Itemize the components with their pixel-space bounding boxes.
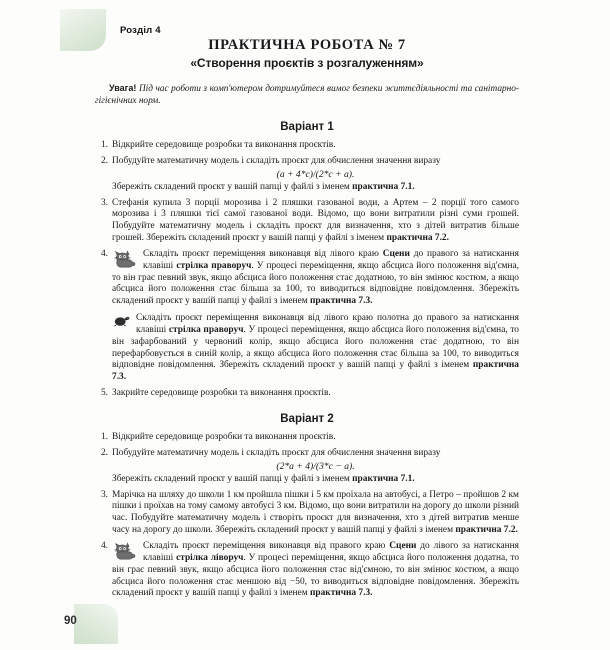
task-number: 1. bbox=[100, 139, 108, 150]
variant-1-closing-list bbox=[95, 388, 519, 400]
task-item bbox=[95, 140, 519, 152]
variant-2-heading: Варіант 2 bbox=[280, 413, 334, 426]
task-number: 4. bbox=[100, 541, 108, 551]
task-save-text: Збережіть складений проєкт у вашій папці у файлі з іменем bbox=[112, 473, 353, 484]
task-number: 3. bbox=[100, 197, 108, 208]
safety-notice bbox=[95, 83, 519, 108]
task-term-stage: Сцени bbox=[382, 248, 410, 259]
task-text: Побудуйте математичну модель і складіть проєкт для обчислення значення виразу bbox=[112, 447, 441, 458]
task-item bbox=[95, 448, 519, 486]
task-item bbox=[95, 198, 519, 245]
task-item bbox=[95, 388, 519, 400]
task-term-stage: Сцени bbox=[389, 541, 417, 551]
task-item bbox=[95, 490, 519, 537]
task-file-name: практична 7.3. bbox=[310, 588, 373, 599]
folio-decoration bbox=[74, 604, 118, 644]
task-number: 2. bbox=[100, 155, 108, 166]
task-number: 4. bbox=[100, 248, 108, 259]
task-number: 5. bbox=[100, 388, 108, 399]
task-text: Марічка на шляху до школи 1 км пройшла пішки і 5 км проїхала на автобусі, а Петро – пройшов 2 км пішки і проїхав на тому самому автобусі 3 км. Відомо, що вони витратили на дорогу до школи різний час. Побудуйте математичну модель і створіть проєкт для визначення, хто з дітей витратив менше часу на дорогу до школи. Збережіть складений проєкт у вашій папці у файлі з іменем bbox=[112, 489, 519, 536]
task-file-name: практична 7.1. bbox=[352, 473, 415, 484]
task-text: . У процесі переміщення, якщо абсциса його положення додатна, то він грає певний звук, якщо абсциса його положення стає від'ємною, то він змінює костюм, а якщо абсциса його положення стає меншою від −50, то виводиться відповідне повідомлення. Збережіть складений проєкт у вашій папці у файлі з іменем bbox=[112, 552, 520, 599]
folio bbox=[60, 604, 118, 644]
task-term-key: стрілка ліворуч bbox=[176, 552, 244, 563]
task-save-text: Збережіть складений проєкт у вашій папці у файлі з іменем bbox=[112, 181, 353, 192]
task-file-name: практична 7.2. bbox=[455, 525, 518, 536]
page-subtitle: «Створення проєктів з розгалуженням» bbox=[190, 56, 424, 71]
task-text: Відкрийте середовище розробки та виконання проєктів. bbox=[112, 432, 336, 443]
task-lead-text-2: до лівого за натискання клавіші bbox=[143, 541, 519, 563]
task-save-line bbox=[112, 182, 519, 194]
task-body bbox=[112, 541, 519, 598]
alt-task-file-name: практична 7.3. bbox=[112, 360, 519, 383]
task-lead-text: Складіть проєкт переміщення виконавця від лівого краю bbox=[143, 248, 383, 259]
variant-1-task-list bbox=[95, 140, 519, 308]
task-save-line bbox=[112, 474, 519, 486]
task-file-name: практична 7.2. bbox=[386, 233, 449, 244]
scratch-cat-icon bbox=[112, 250, 138, 271]
task-formula: (2*a + 4)/(3*c − a). bbox=[276, 460, 355, 472]
scratch-cat-icon bbox=[112, 542, 138, 563]
task-file-name: практична 7.1. bbox=[352, 181, 415, 192]
variant-2-task-list bbox=[95, 432, 519, 600]
alternative-task bbox=[95, 313, 519, 384]
page-number: 90 bbox=[64, 615, 77, 627]
task-formula: (a + 4*c)/(2*c + a). bbox=[276, 168, 355, 180]
variant-1-heading: Варіант 1 bbox=[280, 120, 334, 133]
task-term-key: стрілка праворуч bbox=[176, 260, 252, 271]
task-text: Відкрийте середовище розробки та виконання проєктів. bbox=[112, 139, 336, 150]
task-lead-text-2: до правого за натискання клавіші bbox=[143, 248, 519, 271]
task-item bbox=[95, 541, 519, 600]
task-text: Стефанія купила 3 порції морозива і 2 пляшки газованої води, а Артем – 2 порції того самого морозива і 3 пляшки тієї самої газованої води. Відомо, що вони витратили різні суми грошей. Побудуйте математичну модель і складіть проєкт для визначення, хто з дітей витратив більше грошей. Збережіть складений проєкт у вашій папці у файлі з іменем bbox=[112, 197, 519, 244]
notice-text: Під час роботи з комп'ютером дотримуйтеся вимог безпеки життєдіяльності та санітарно-гігієнічних норм. bbox=[95, 84, 519, 107]
alt-task-term-key: стрілка праворуч bbox=[168, 324, 244, 335]
task-text: Побудуйте математичну модель і складіть проєкт для обчислення значення виразу bbox=[112, 155, 441, 166]
page-title: ПРАКТИЧНА РОБОТА № 7 bbox=[208, 37, 406, 53]
task-item bbox=[95, 432, 519, 444]
page-content bbox=[95, 36, 519, 604]
task-number: 2. bbox=[100, 447, 108, 458]
alt-task-lead-text: Складіть проєкт переміщення виконавця від лівого краю полотна до правого за натискання клавіші bbox=[136, 313, 519, 335]
turtle-icon bbox=[112, 314, 132, 328]
task-number: 1. bbox=[100, 432, 108, 443]
task-lead-text: Складіть проєкт переміщення виконавця від правого краю bbox=[143, 541, 390, 551]
notice-attention-label: Увага! bbox=[109, 83, 137, 94]
task-number: 3. bbox=[100, 489, 108, 500]
chapter-label: Розділ 4 bbox=[120, 24, 161, 36]
task-file-name: практична 7.3. bbox=[310, 296, 373, 307]
task-text: . У процесі переміщення, якщо абсциса його положення від'ємна, то він грає певний звук, якщо абсциса його положення стає додатною, то він змінює костюм, а якщо абсциса його положення стає більша за 100, то виводиться відповідне повідомлення. Збережіть складений проєкт у вашій папці у файлі з іменем bbox=[112, 260, 519, 307]
task-body bbox=[112, 249, 519, 306]
alt-task-text: . У процесі переміщення, якщо абсциса його положення від'ємна, то він зафарбований у червоний колір, якщо абсциса його положення стає додатною, то він перефарбовується в синій колір, а якщо абсциса його положення стає більша за 100, то виводиться відповідне повідомлення. Збережіть складений проєкт у вашій папці у файлі з іменем bbox=[112, 324, 519, 371]
task-item bbox=[95, 249, 519, 308]
task-item bbox=[95, 156, 519, 194]
task-text: Закрийте середовище розробки та виконання проєктів. bbox=[112, 388, 331, 399]
